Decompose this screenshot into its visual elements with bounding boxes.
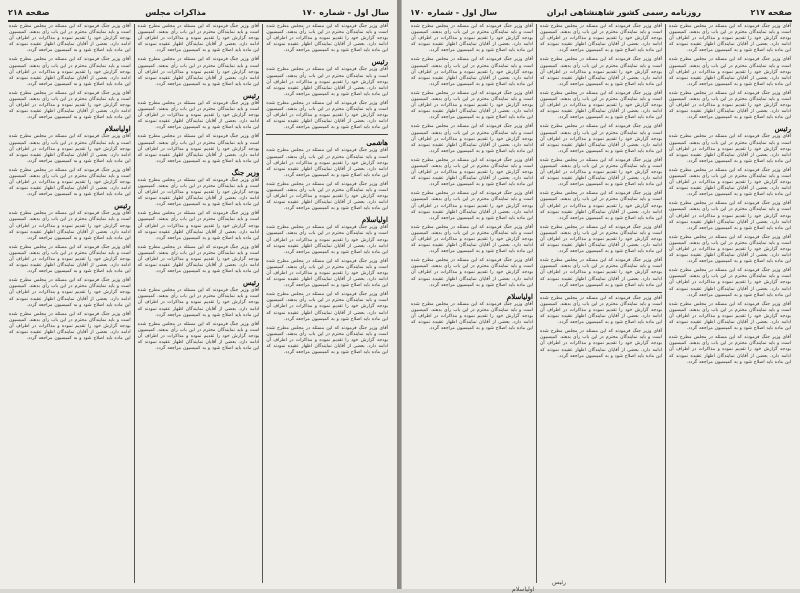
body-paragraph: آقای وزیر جنگ فرمودند که این مسئله در مجلس مطرح شده است و باید نمایندگان محترم در این باب رأی بدهند. کمیسیون بودجه گزارش خود را تقدیم نموده و مذاکرات در اطراف آن ادامه دارد. بعضی از آقایان نمایندگان اظهار عقیده نمودند که این ماده باید اصلاح شود و به کمیسیون مراجعه گردد. xyxy=(669,234,791,265)
right-col-1 xyxy=(666,24,794,583)
body-paragraph: آقای وزیر جنگ فرمودند که این مسئله در مجلس مطرح شده است و باید نمایندگان محترم در این باب رأی بدهند. کمیسیون بودجه گزارش خود را تقدیم نموده و مذاکرات در اطراف آن ادامه دارد. بعضی از آقایان نمایندگان اظهار عقیده نمودند که این ماده باید اصلاح شود و به کمیسیون مراجعه گردد. xyxy=(266,325,388,356)
left-col-3 xyxy=(6,24,135,583)
right-bottom-mark-1: رئیس xyxy=(552,579,567,586)
body-paragraph: آقای وزیر جنگ فرمودند که این مسئله در مجلس مطرح شده است و باید نمایندگان محترم در این باب رأی بدهند. کمیسیون بودجه گزارش خود را تقدیم نموده و مذاکرات در اطراف آن ادامه دارد. بعضی از آقایان نمایندگان اظهار عقیده نمودند که این ماده باید اصلاح شود و به کمیسیون مراجعه گردد. xyxy=(411,301,533,332)
body-paragraph: آقای وزیر جنگ فرمودند که این مسئله در مجلس مطرح شده است و باید نمایندگان محترم در این باب رأی بدهند. کمیسیون بودجه گزارش خود را تقدیم نموده و مذاکرات در اطراف آن ادامه دارد. بعضی از آقایان نمایندگان اظهار عقیده نمودند که این ماده باید اصلاح شود و به کمیسیون مراجعه گردد. xyxy=(266,225,388,255)
left-page-number: صفحه ۲۱۸ xyxy=(8,7,50,17)
body-paragraph: آقای وزیر جنگ فرمودند که این مسئله در مجلس مطرح شده است و باید نمایندگان محترم در این باب رأی بدهند. کمیسیون بودجه گزارش خود را تقدیم نموده و مذاکرات در اطراف آن ادامه دارد. بعضی از آقایان نمایندگان اظهار عقیده نمودند که این ماده باید اصلاح شود و به کمیسیون مراجعه گردد. xyxy=(669,24,791,54)
right-issue-label: سال اول - شماره ۱۷۰ xyxy=(410,7,498,17)
right-bottom-mark-2: اولیاسلام xyxy=(512,586,535,593)
body-paragraph: آقای وزیر جنگ فرمودند که این مسئله در مجلس مطرح شده است و باید نمایندگان محترم در این باب رأی بدهند. کمیسیون بودجه گزارش خود را تقدیم نموده و مذاکرات در اطراف آن ادامه دارد. بعضی از آقایان نمایندگان اظهار عقیده نمودند که این ماده باید اصلاح شود و به کمیسیون مراجعه گردد. xyxy=(411,157,533,188)
body-paragraph: آقای وزیر جنگ فرمودند که این مسئله در مجلس مطرح شده است و باید نمایندگان محترم در این باب رأی بدهند. کمیسیون بودجه گزارش خود را تقدیم نموده و مذاکرات در اطراف آن ادامه دارد. بعضی از آقایان نمایندگان اظهار عقیده نمودند که این ماده باید اصلاح شود و به کمیسیون مراجعه گردد. xyxy=(540,57,662,87)
right-page-columns xyxy=(408,24,794,583)
speaker-label: رئیس xyxy=(242,278,260,288)
left-section-title: مذاکرات مجلس xyxy=(145,7,207,17)
body-paragraph: آقای وزیر جنگ فرمودند که این مسئله در مجلس مطرح شده است و باید نمایندگان محترم در این باب رأی بدهند. کمیسیون بودجه گزارش خود را تقدیم نموده و مذاکرات در اطراف آن ادامه دارد. بعضی از آقایان نمایندگان اظهار عقیده نمودند که این ماده باید اصلاح شود و به کمیسیون مراجعه گردد. xyxy=(137,244,260,275)
speaker-label: اولیاسلام xyxy=(104,124,131,134)
body-paragraph: آقای وزیر جنگ فرمودند که این مسئله در مجلس مطرح شده است و باید نمایندگان محترم در این باب رأی بدهند. کمیسیون بودجه گزارش خود را تقدیم نموده و مذاکرات در اطراف آن ادامه دارد. بعضی از آقایان نمایندگان اظهار عقیده نمودند که این ماده باید اصلاح شود و به کمیسیون مراجعه گردد. xyxy=(8,211,131,241)
body-paragraph: آقای وزیر جنگ فرمودند که این مسئله در مجلس مطرح شده است و باید نمایندگان محترم در این باب رأی بدهند. کمیسیون بودجه گزارش خود را تقدیم نموده و مذاکرات در اطراف آن ادامه دارد. بعضی از آقایان نمایندگان اظهار عقیده نمودند که این ماده باید اصلاح شود و به کمیسیون مراجعه گردد. xyxy=(669,90,791,121)
body-paragraph: آقای وزیر جنگ فرمودند که این مسئله در مجلس مطرح شده است و باید نمایندگان محترم در این باب رأی بدهند. کمیسیون بودجه گزارش خود را تقدیم نموده و مذاکرات در اطراف آن ادامه دارد. بعضی از آقایان نمایندگان اظهار عقیده نمودند که این ماده باید اصلاح شود و به کمیسیون مراجعه گردد. xyxy=(137,24,260,54)
speaker-label: هاشمی xyxy=(366,138,388,148)
body-paragraph: آقای وزیر جنگ فرمودند که این مسئله در مجلس مطرح شده است و باید نمایندگان محترم در این باب رأی بدهند. کمیسیون بودجه گزارش خود را تقدیم نموده و مذاکرات در اطراف آن ادامه دارد. بعضی از آقایان نمایندگان اظهار عقیده نمودند که این ماده باید اصلاح شود و به کمیسیون مراجعه گردد. xyxy=(8,278,131,308)
body-paragraph: آقای وزیر جنگ فرمودند که این مسئله در مجلس مطرح شده است و باید نمایندگان محترم در این باب رأی بدهند. کمیسیون بودجه گزارش خود را تقدیم نموده و مذاکرات در اطراف آن ادامه دارد. بعضی از آقایان نمایندگان اظهار عقیده نمودند که این ماده باید اصلاح شود و به کمیسیون مراجعه گردد. xyxy=(411,90,533,121)
body-paragraph: آقای وزیر جنگ فرمودند که این مسئله در مجلس مطرح شده است و باید نمایندگان محترم در این باب رأی بدهند. کمیسیون بودجه گزارش خود را تقدیم نموده و مذاکرات در اطراف آن ادامه دارد. بعضی از آقایان نمایندگان اظهار عقیده نمودند که این ماده باید اصلاح شود و به کمیسیون مراجعه گردد. xyxy=(669,57,791,87)
body-paragraph: آقای وزیر جنگ فرمودند که این مسئله در مجلس مطرح شده است و باید نمایندگان محترم در این باب رأی بدهند. کمیسیون بودجه گزارش خود را تقدیم نموده و مذاکرات در اطراف آن ادامه دارد. بعضی از آقایان نمایندگان اظهار عقیده نمودند که این ماده باید اصلاح شود و به کمیسیون مراجعه گردد. xyxy=(137,177,260,208)
body-paragraph: آقای وزیر جنگ فرمودند که این مسئله در مجلس مطرح شده است و باید نمایندگان محترم در این باب رأی بدهند. کمیسیون بودجه گزارش خود را تقدیم نموده و مذاکرات در اطراف آن ادامه دارد. بعضی از آقایان نمایندگان اظهار عقیده نمودند که این ماده باید اصلاح شود و به کمیسیون مراجعه گردد. xyxy=(137,57,260,87)
body-paragraph: آقای وزیر جنگ فرمودند که این مسئله در مجلس مطرح شده است و باید نمایندگان محترم در این باب رأی بدهند. کمیسیون بودجه گزارش خود را تقدیم نموده و مذاکرات در اطراف آن ادامه دارد. بعضی از آقایان نمایندگان اظهار عقیده نمودند که این ماده باید اصلاح شود و به کمیسیون مراجعه گردد. xyxy=(540,24,662,54)
body-paragraph: آقای وزیر جنگ فرمودند که این مسئله در مجلس مطرح شده است و باید نمایندگان محترم در این باب رأی بدهند. کمیسیون بودجه گزارش خود را تقدیم نموده و مذاکرات در اطراف آن ادامه دارد. بعضی از آقایان نمایندگان اظهار عقیده نمودند که این ماده باید اصلاح شود و به کمیسیون مراجعه گردد. xyxy=(669,201,791,231)
body-paragraph: آقای وزیر جنگ فرمودند که این مسئله در مجلس مطرح شده است و باید نمایندگان محترم در این باب رأی بدهند. کمیسیون بودجه گزارش خود را تقدیم نموده و مذاکرات در اطراف آن ادامه دارد. بعضی از آقایان نمایندگان اظهار عقیده نمودند که این ماده باید اصلاح شود و به کمیسیون مراجعه گردد. xyxy=(8,311,131,342)
right-col-3 xyxy=(408,24,537,583)
body-paragraph: آقای وزیر جنگ فرمودند که این مسئله در مجلس مطرح شده است و باید نمایندگان محترم در این باب رأی بدهند. کمیسیون بودجه گزارش خود را تقدیم نموده و مذاکرات در اطراف آن ادامه دارد. بعضی از آقایان نمایندگان اظهار عقیده نمودند که این ماده باید اصلاح شود و به کمیسیون مراجعه گردد. xyxy=(540,295,662,326)
right-page xyxy=(401,0,800,593)
body-paragraph: آقای وزیر جنگ فرمودند که این مسئله در مجلس مطرح شده است و باید نمایندگان محترم در این باب رأی بدهند. کمیسیون بودجه گزارش خود را تقدیم نموده و مذاکرات در اطراف آن ادامه دارد. بعضی از آقایان نمایندگان اظهار عقیده نمودند که این ماده باید اصلاح شود و به کمیسیون مراجعه گردد. xyxy=(411,24,533,54)
body-paragraph: آقای وزیر جنگ فرمودند که این مسئله در مجلس مطرح شده است و باید نمایندگان محترم در این باب رأی بدهند. کمیسیون بودجه گزارش خود را تقدیم نموده و مذاکرات در اطراف آن ادامه دارد. بعضی از آقایان نمایندگان اظهار عقیده نمودند که این ماده باید اصلاح شود و به کمیسیون مراجعه گردد. xyxy=(266,292,388,322)
body-paragraph: آقای وزیر جنگ فرمودند که این مسئله در مجلس مطرح شده است و باید نمایندگان محترم در این باب رأی بدهند. کمیسیون بودجه گزارش خود را تقدیم نموده و مذاکرات در اطراف آن ادامه دارد. بعضی از آقایان نمایندگان اظهار عقیده نمودند که این ماده باید اصلاح شود و به کمیسیون مراجعه گردد. xyxy=(266,258,388,289)
body-paragraph: آقای وزیر جنگ فرمودند که این مسئله در مجلس مطرح شده است و باید نمایندگان محترم در این باب رأی بدهند. کمیسیون بودجه گزارش خود را تقدیم نموده و مذاکرات در اطراف آن ادامه دارد. بعضی از آقایان نمایندگان اظهار عقیده نمودند که این ماده باید اصلاح شود و به کمیسیون مراجعه گردد. xyxy=(540,329,662,359)
body-paragraph: آقای وزیر جنگ فرمودند که این مسئله در مجلس مطرح شده است و باید نمایندگان محترم در این باب رأی بدهند. کمیسیون بودجه گزارش خود را تقدیم نموده و مذاکرات در اطراف آن ادامه دارد. بعضی از آقایان نمایندگان اظهار عقیده نمودند که این ماده باید اصلاح شود و به کمیسیون مراجعه گردد. xyxy=(266,100,388,131)
body-paragraph: آقای وزیر جنگ فرمودند که این مسئله در مجلس مطرح شده است و باید نمایندگان محترم در این باب رأی بدهند. کمیسیون بودجه گزارش خود را تقدیم نموده و مذاکرات در اطراف آن ادامه دارد. بعضی از آقایان نمایندگان اظهار عقیده نمودند که این ماده باید اصلاح شود و به کمیسیون مراجعه گردد. xyxy=(8,90,131,121)
body-paragraph: آقای وزیر جنگ فرمودند که این مسئله در مجلس مطرح شده است و باید نمایندگان محترم در این باب رأی بدهند. کمیسیون بودجه گزارش خود را تقدیم نموده و مذاکرات در اطراف آن ادامه دارد. بعضی از آقایان نمایندگان اظهار عقیده نمودند که این ماده باید اصلاح شود و به کمیسیون مراجعه گردد. xyxy=(540,224,662,255)
body-paragraph: آقای وزیر جنگ فرمودند که این مسئله در مجلس مطرح شده است و باید نمایندگان محترم در این باب رأی بدهند. کمیسیون بودجه گزارش خود را تقدیم نموده و مذاکرات در اطراف آن ادامه دارد. بعضی از آقایان نمایندگان اظهار عقیده نمودند که این ماده باید اصلاح شود و به کمیسیون مراجعه گردد. xyxy=(669,134,791,164)
left-issue-label: سال اول - شماره ۱۷۰ xyxy=(301,7,389,17)
body-paragraph: آقای وزیر جنگ فرمودند که این مسئله در مجلس مطرح شده است و باید نمایندگان محترم در این باب رأی بدهند. کمیسیون بودجه گزارش خود را تقدیم نموده و مذاکرات در اطراف آن ادامه دارد. بعضی از آقایان نمایندگان اظهار عقیده نمودند که این ماده باید اصلاح شود و به کمیسیون مراجعه گردد. xyxy=(266,181,388,212)
body-paragraph: آقای وزیر جنگ فرمودند که این مسئله در مجلس مطرح شده است و باید نمایندگان محترم در این باب رأی بدهند. کمیسیون بودجه گزارش خود را تقدیم نموده و مذاکرات در اطراف آن ادامه دارد. بعضی از آقایان نمایندگان اظهار عقیده نمودند که این ماده باید اصلاح شود و به کمیسیون مراجعه گردد. xyxy=(540,124,662,154)
body-paragraph: آقای وزیر جنگ فرمودند که این مسئله در مجلس مطرح شده است و باید نمایندگان محترم در این باب رأی بدهند. کمیسیون بودجه گزارش خود را تقدیم نموده و مذاکرات در اطراف آن ادامه دارد. بعضی از آقایان نمایندگان اظهار عقیده نمودند که این ماده باید اصلاح شود و به کمیسیون مراجعه گردد. xyxy=(137,288,260,318)
body-paragraph: آقای وزیر جنگ فرمودند که این مسئله در مجلس مطرح شده است و باید نمایندگان محترم در این باب رأی بدهند. کمیسیون بودجه گزارش خود را تقدیم نموده و مذاکرات در اطراف آن ادامه دارد. بعضی از آقایان نمایندگان اظهار عقیده نمودند که این ماده باید اصلاح شود و به کمیسیون مراجعه گردد. xyxy=(669,167,791,198)
column-rule xyxy=(540,292,662,293)
left-col-1 xyxy=(263,24,391,583)
speaker-label: وزیر جنگ xyxy=(231,167,260,177)
body-paragraph: آقای وزیر جنگ فرمودند که این مسئله در مجلس مطرح شده است و باید نمایندگان محترم در این باب رأی بدهند. کمیسیون بودجه گزارش خود را تقدیم نموده و مذاکرات در اطراف آن ادامه دارد. بعضی از آقایان نمایندگان اظهار عقیده نمودند که این ماده باید اصلاح شود و به کمیسیون مراجعه گردد. xyxy=(137,100,260,131)
right-page-number: صفحه ۲۱۷ xyxy=(750,7,792,17)
speaker-label: رئیس xyxy=(774,124,791,134)
body-paragraph: آقای وزیر جنگ فرمودند که این مسئله در مجلس مطرح شده است و باید نمایندگان محترم در این باب رأی بدهند. کمیسیون بودجه گزارش خود را تقدیم نموده و مذاکرات در اطراف آن ادامه دارد. بعضی از آقایان نمایندگان اظهار عقیده نمودند که این ماده باید اصلاح شود و به کمیسیون مراجعه گردد. xyxy=(8,244,131,275)
body-paragraph: آقای وزیر جنگ فرمودند که این مسئله در مجلس مطرح شده است و باید نمایندگان محترم در این باب رأی بدهند. کمیسیون بودجه گزارش خود را تقدیم نموده و مذاکرات در اطراف آن ادامه دارد. بعضی از آقایان نمایندگان اظهار عقیده نمودند که این ماده باید اصلاح شود و به کمیسیون مراجعه گردد. xyxy=(540,258,662,288)
right-col-2 xyxy=(537,24,666,583)
body-paragraph: آقای وزیر جنگ فرمودند که این مسئله در مجلس مطرح شده است و باید نمایندگان محترم در این باب رأی بدهند. کمیسیون بودجه گزارش خود را تقدیم نموده و مذاکرات در اطراف آن ادامه دارد. بعضی از آقایان نمایندگان اظهار عقیده نمودند که این ماده باید اصلاح شود و به کمیسیون مراجعه گردد. xyxy=(411,57,533,87)
body-paragraph: آقای وزیر جنگ فرمودند که این مسئله در مجلس مطرح شده است و باید نمایندگان محترم در این باب رأی بدهند. کمیسیون بودجه گزارش خود را تقدیم نموده و مذاکرات در اطراف آن ادامه دارد. بعضی از آقایان نمایندگان اظهار عقیده نمودند که این ماده باید اصلاح شود و به کمیسیون مراجعه گردد. xyxy=(669,301,791,332)
speaker-label: رئیس xyxy=(371,57,388,67)
body-paragraph: آقای وزیر جنگ فرمودند که این مسئله در مجلس مطرح شده است و باید نمایندگان محترم در این باب رأی بدهند. کمیسیون بودجه گزارش خود را تقدیم نموده و مذاکرات در اطراف آن ادامه دارد. بعضی از آقایان نمایندگان اظهار عقیده نمودند که این ماده باید اصلاح شود و به کمیسیون مراجعه گردد. xyxy=(8,24,131,54)
body-paragraph: آقای وزیر جنگ فرمودند که این مسئله در مجلس مطرح شده است و باید نمایندگان محترم در این باب رأی بدهند. کمیسیون بودجه گزارش خود را تقدیم نموده و مذاکرات در اطراف آن ادامه دارد. بعضی از آقایان نمایندگان اظهار عقیده نمودند که این ماده باید اصلاح شود و به کمیسیون مراجعه گردد. xyxy=(266,24,388,54)
left-col-2 xyxy=(135,24,264,583)
speaker-label: رئیس xyxy=(114,201,131,211)
left-page xyxy=(0,0,398,589)
body-paragraph: آقای وزیر جنگ فرمودند که این مسئله در مجلس مطرح شده است و باید نمایندگان محترم در این باب رأی بدهند. کمیسیون بودجه گزارش خود را تقدیم نموده و مذاکرات در اطراف آن ادامه دارد. بعضی از آقایان نمایندگان اظهار عقیده نمودند که این ماده باید اصلاح شود و به کمیسیون مراجعه گردد. xyxy=(669,335,791,365)
right-section-title: روزنامه رسمی کشور شاهنشاهی ایران xyxy=(546,7,701,17)
left-page-header xyxy=(8,4,389,22)
body-paragraph: آقای وزیر جنگ فرمودند که این مسئله در مجلس مطرح شده است و باید نمایندگان محترم در این باب رأی بدهند. کمیسیون بودجه گزارش خود را تقدیم نموده و مذاکرات در اطراف آن ادامه دارد. بعضی از آقایان نمایندگان اظهار عقیده نمودند که این ماده باید اصلاح شود و به کمیسیون مراجعه گردد. xyxy=(540,157,662,188)
body-paragraph: آقای وزیر جنگ فرمودند که این مسئله در مجلس مطرح شده است و باید نمایندگان محترم در این باب رأی بدهند. کمیسیون بودجه گزارش خود را تقدیم نموده و مذاکرات در اطراف آن ادامه دارد. بعضی از آقایان نمایندگان اظهار عقیده نمودند که این ماده باید اصلاح شود و به کمیسیون مراجعه گردد. xyxy=(411,258,533,288)
body-paragraph: آقای وزیر جنگ فرمودند که این مسئله در مجلس مطرح شده است و باید نمایندگان محترم در این باب رأی بدهند. کمیسیون بودجه گزارش خود را تقدیم نموده و مذاکرات در اطراف آن ادامه دارد. بعضی از آقایان نمایندگان اظهار عقیده نمودند که این ماده باید اصلاح شود و به کمیسیون مراجعه گردد. xyxy=(8,167,131,198)
left-page-columns xyxy=(6,24,391,583)
body-paragraph: آقای وزیر جنگ فرمودند که این مسئله در مجلس مطرح شده است و باید نمایندگان محترم در این باب رأی بدهند. کمیسیون بودجه گزارش خود را تقدیم نموده و مذاکرات در اطراف آن ادامه دارد. بعضی از آقایان نمایندگان اظهار عقیده نمودند که این ماده باید اصلاح شود و به کمیسیون مراجعه گردد. xyxy=(266,67,388,97)
speaker-label: اولیاسلام xyxy=(506,291,533,301)
body-paragraph: آقای وزیر جنگ فرمودند که این مسئله در مجلس مطرح شده است و باید نمایندگان محترم در این باب رأی بدهند. کمیسیون بودجه گزارش خود را تقدیم نموده و مذاکرات در اطراف آن ادامه دارد. بعضی از آقایان نمایندگان اظهار عقیده نمودند که این ماده باید اصلاح شود و به کمیسیون مراجعه گردد. xyxy=(137,321,260,352)
body-paragraph: آقای وزیر جنگ فرمودند که این مسئله در مجلس مطرح شده است و باید نمایندگان محترم در این باب رأی بدهند. کمیسیون بودجه گزارش خود را تقدیم نموده و مذاکرات در اطراف آن ادامه دارد. بعضی از آقایان نمایندگان اظهار عقیده نمودند که این ماده باید اصلاح شود و به کمیسیون مراجعه گردد. xyxy=(8,134,131,164)
body-paragraph: آقای وزیر جنگ فرمودند که این مسئله در مجلس مطرح شده است و باید نمایندگان محترم در این باب رأی بدهند. کمیسیون بودجه گزارش خود را تقدیم نموده و مذاکرات در اطراف آن ادامه دارد. بعضی از آقایان نمایندگان اظهار عقیده نمودند که این ماده باید اصلاح شود و به کمیسیون مراجعه گردد. xyxy=(540,90,662,121)
body-paragraph: آقای وزیر جنگ فرمودند که این مسئله در مجلس مطرح شده است و باید نمایندگان محترم در این باب رأی بدهند. کمیسیون بودجه گزارش خود را تقدیم نموده و مذاکرات در اطراف آن ادامه دارد. بعضی از آقایان نمایندگان اظهار عقیده نمودند که این ماده باید اصلاح شود و به کمیسیون مراجعه گردد. xyxy=(411,124,533,154)
body-paragraph: آقای وزیر جنگ فرمودند که این مسئله در مجلس مطرح شده است و باید نمایندگان محترم در این باب رأی بدهند. کمیسیون بودجه گزارش خود را تقدیم نموده و مذاکرات در اطراف آن ادامه دارد. بعضی از آقایان نمایندگان اظهار عقیده نمودند که این ماده باید اصلاح شود و به کمیسیون مراجعه گردد. xyxy=(669,268,791,298)
body-paragraph: آقای وزیر جنگ فرمودند که این مسئله در مجلس مطرح شده است و باید نمایندگان محترم در این باب رأی بدهند. کمیسیون بودجه گزارش خود را تقدیم نموده و مذاکرات در اطراف آن ادامه دارد. بعضی از آقایان نمایندگان اظهار عقیده نمودند که این ماده باید اصلاح شود و به کمیسیون مراجعه گردد. xyxy=(137,211,260,241)
body-paragraph: آقای وزیر جنگ فرمودند که این مسئله در مجلس مطرح شده است و باید نمایندگان محترم در این باب رأی بدهند. کمیسیون بودجه گزارش خود را تقدیم نموده و مذاکرات در اطراف آن ادامه دارد. بعضی از آقایان نمایندگان اظهار عقیده نمودند که این ماده باید اصلاح شود و به کمیسیون مراجعه گردد. xyxy=(540,191,662,221)
right-page-header xyxy=(410,4,792,22)
body-paragraph: آقای وزیر جنگ فرمودند که این مسئله در مجلس مطرح شده است و باید نمایندگان محترم در این باب رأی بدهند. کمیسیون بودجه گزارش خود را تقدیم نموده و مذاکرات در اطراف آن ادامه دارد. بعضی از آقایان نمایندگان اظهار عقیده نمودند که این ماده باید اصلاح شود و به کمیسیون مراجعه گردد. xyxy=(266,148,388,178)
body-paragraph: آقای وزیر جنگ فرمودند که این مسئله در مجلس مطرح شده است و باید نمایندگان محترم در این باب رأی بدهند. کمیسیون بودجه گزارش خود را تقدیم نموده و مذاکرات در اطراف آن ادامه دارد. بعضی از آقایان نمایندگان اظهار عقیده نمودند که این ماده باید اصلاح شود و به کمیسیون مراجعه گردد. xyxy=(137,134,260,164)
body-paragraph: آقای وزیر جنگ فرمودند که این مسئله در مجلس مطرح شده است و باید نمایندگان محترم در این باب رأی بدهند. کمیسیون بودجه گزارش خود را تقدیم نموده و مذاکرات در اطراف آن ادامه دارد. بعضی از آقایان نمایندگان اظهار عقیده نمودند که این ماده باید اصلاح شود و به کمیسیون مراجعه گردد. xyxy=(411,224,533,255)
column-rule xyxy=(266,134,388,135)
speaker-label: رئیس xyxy=(242,90,260,100)
speaker-label: اولیاسلام xyxy=(361,215,388,225)
body-paragraph: آقای وزیر جنگ فرمودند که این مسئله در مجلس مطرح شده است و باید نمایندگان محترم در این باب رأی بدهند. کمیسیون بودجه گزارش خود را تقدیم نموده و مذاکرات در اطراف آن ادامه دارد. بعضی از آقایان نمایندگان اظهار عقیده نمودند که این ماده باید اصلاح شود و به کمیسیون مراجعه گردد. xyxy=(8,57,131,87)
body-paragraph: آقای وزیر جنگ فرمودند که این مسئله در مجلس مطرح شده است و باید نمایندگان محترم در این باب رأی بدهند. کمیسیون بودجه گزارش خود را تقدیم نموده و مذاکرات در اطراف آن ادامه دارد. بعضی از آقایان نمایندگان اظهار عقیده نمودند که این ماده باید اصلاح شود و به کمیسیون مراجعه گردد. xyxy=(411,191,533,221)
